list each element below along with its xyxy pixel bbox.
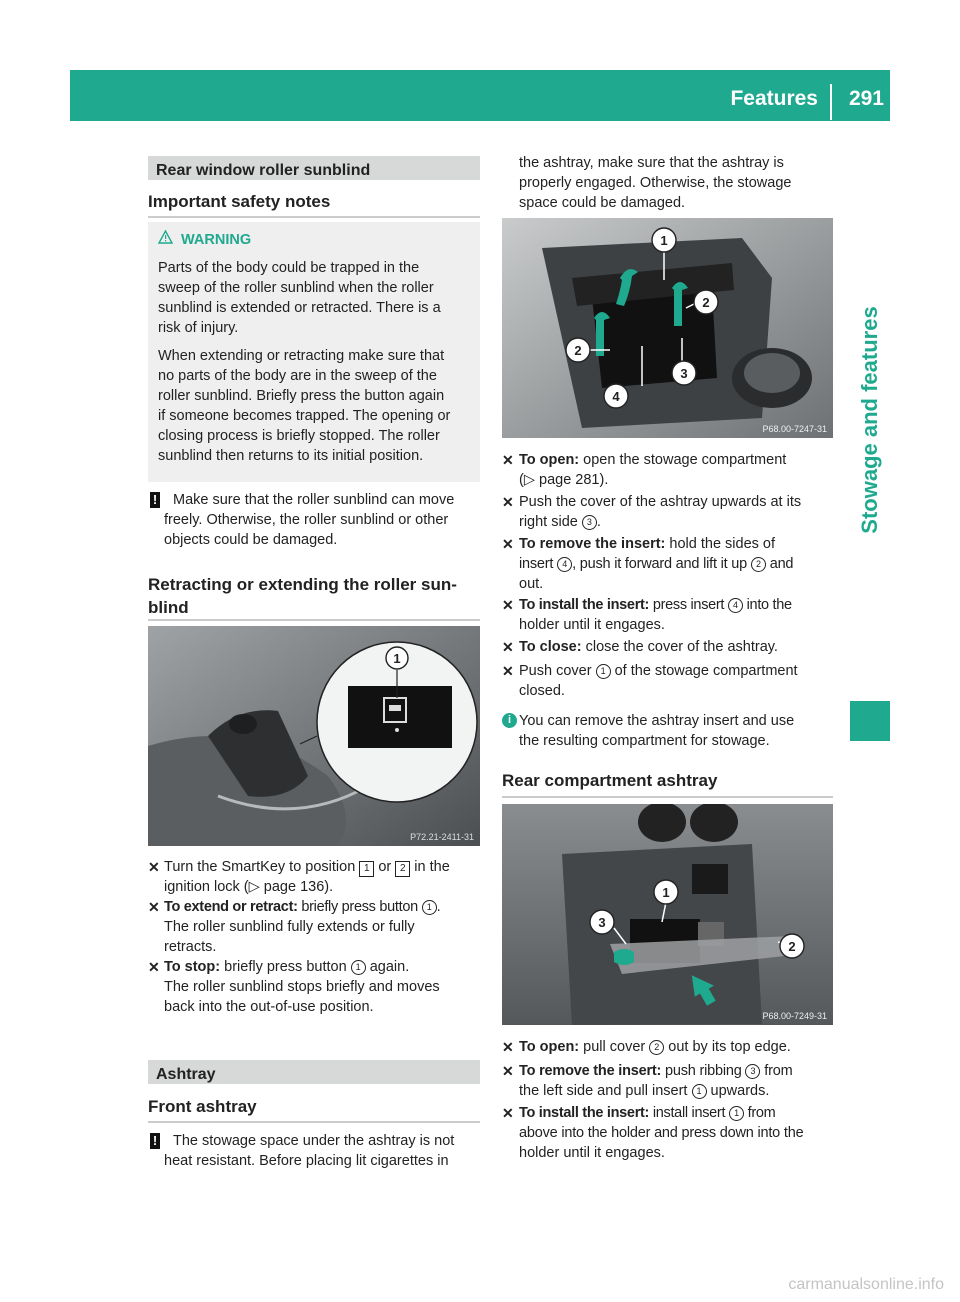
svg-text:P72.21-2411-31: P72.21-2411-31 (410, 832, 474, 842)
watermark: carmanualsonline.info (788, 1276, 944, 1293)
safety-heading: Important safety notes (148, 192, 331, 211)
property-damage-note-2: ! The stowage space under the ashtray is not heat resistant. Before placing lit cigarettes in (148, 1131, 483, 1171)
warning-triangle-icon (158, 230, 173, 248)
step-push-cover-closed: ✕ Push cover 1 of the stowage compartment closed. (502, 663, 798, 699)
step-arrow-icon: ✕ (502, 663, 514, 679)
svg-text:P68.00-7247-31: P68.00-7247-31 (762, 424, 827, 434)
step-install-insert: ✕ To install the insert: press insert 4 into the holder until it engages. (502, 597, 792, 633)
divider (148, 216, 480, 218)
svg-text:2: 2 (788, 939, 796, 954)
property-damage-note-1: ! Make sure that the roller sunblind can move freely. Otherwise, the roller sunblind or other objects could be damaged. (148, 490, 483, 550)
warning-paragraph-2: When extending or retracting make sure that no parts of the body are in the sweep of the roller sunblind. Briefly press the button again if someone becomes trapped. The opening or closing process is briefly stopped. The roller sunblind then returns to its initial position. (158, 348, 451, 464)
svg-text:1: 1 (393, 651, 401, 666)
sunblind-button-photo (148, 626, 480, 846)
step-arrow-icon: ✕ (148, 959, 160, 975)
divider (148, 619, 480, 621)
step-arrow-icon: ✕ (502, 597, 514, 613)
svg-text:2: 2 (702, 295, 710, 310)
step-push-cover: ✕ Push the cover of the ashtray upwards at its right side 3 . (502, 494, 802, 530)
exclamation-icon: ! (150, 1133, 160, 1149)
step-arrow-icon: ✕ (502, 494, 514, 510)
header-divider (830, 84, 832, 120)
step-open-rear: ✕ To open: pull cover 2 out by its top edge. (502, 1039, 791, 1055)
step-close: ✕ To close: close the cover of the ashtray. (502, 639, 778, 655)
divider (502, 796, 833, 798)
section-band-sunblind: Rear window roller sunblind (148, 156, 480, 180)
front-ashtray-photo (502, 218, 833, 438)
step-arrow-icon: ✕ (502, 1063, 514, 1079)
svg-text:2: 2 (574, 343, 582, 358)
step-arrow-icon: ✕ (502, 536, 514, 552)
step-open: ✕ To open: open the stowage compartment (▷ page 281). (502, 452, 787, 488)
warning-box (148, 222, 480, 482)
svg-text:4: 4 (612, 389, 620, 404)
exclamation-icon: ! (150, 492, 160, 508)
front-ashtray-heading: Front ashtray (148, 1097, 257, 1116)
section-title: Features (730, 87, 818, 110)
front-ashtray-continued: the ashtray, make sure that the ashtray is properly engaged. Otherwise, the stowage space could be damaged. (519, 155, 792, 211)
warning-paragraph-1: Parts of the body could be trapped in the sweep of the roller sunblind when the roller sunblind is extended or retracted. There is a risk of injury. (158, 260, 441, 336)
step-arrow-icon: ✕ (148, 859, 160, 875)
step-remove-insert: ✕ To remove the insert: hold the sides of insert 4 , push it forward and lift it up 2 and out. (502, 536, 794, 592)
chapter-tab-marker (850, 701, 890, 741)
step-arrow-icon: ✕ (502, 639, 514, 655)
rear-ashtray-heading: Rear compartment ashtray (502, 771, 718, 790)
step-remove-insert-rear: ✕ To remove the insert: push ribbing 3 from the left side and pull insert 1 upwards. (502, 1063, 793, 1099)
svg-text:3: 3 (598, 915, 606, 930)
info-icon: i (502, 713, 517, 728)
step-arrow-icon: ✕ (502, 452, 514, 468)
retract-heading: Retracting or extending the roller sun- blind (148, 575, 457, 617)
step-stop: ✕ To stop: briefly press button 1 again. The roller sunblind stops briefly and moves back into the out-of-use position. (148, 959, 440, 1015)
info-note: i You can remove the ashtray insert and use the resulting compartment for stowage. (502, 711, 837, 751)
step-arrow-icon: ✕ (148, 899, 160, 915)
step-arrow-icon: ✕ (502, 1039, 514, 1055)
chapter-tab-label: Stowage and features (857, 306, 882, 534)
divider (148, 1121, 480, 1123)
svg-text:1: 1 (660, 233, 668, 248)
step-install-insert-rear: ✕ To install the insert: install insert 1 from above into the holder and press down into the holder until it engages. (502, 1105, 804, 1161)
svg-text:3: 3 (680, 366, 688, 381)
page-number: 291 (848, 87, 884, 110)
step-arrow-icon: ✕ (502, 1105, 514, 1121)
svg-text:1: 1 (662, 885, 670, 900)
header-bar (70, 70, 890, 121)
rear-ashtray-photo (502, 804, 833, 1025)
warning-label: WARNING (158, 230, 251, 248)
section-band-ashtray: Ashtray (148, 1060, 480, 1084)
step-turn-key: ✕ Turn the SmartKey to position 1 or 2 in the ignition lock (▷ page 136). (148, 859, 450, 895)
svg-text:P68.00-7249-31: P68.00-7249-31 (762, 1011, 827, 1021)
step-extend-retract: ✕ To extend or retract: briefly press button 1 . The roller sunblind fully extends or fully retracts. (148, 899, 441, 955)
